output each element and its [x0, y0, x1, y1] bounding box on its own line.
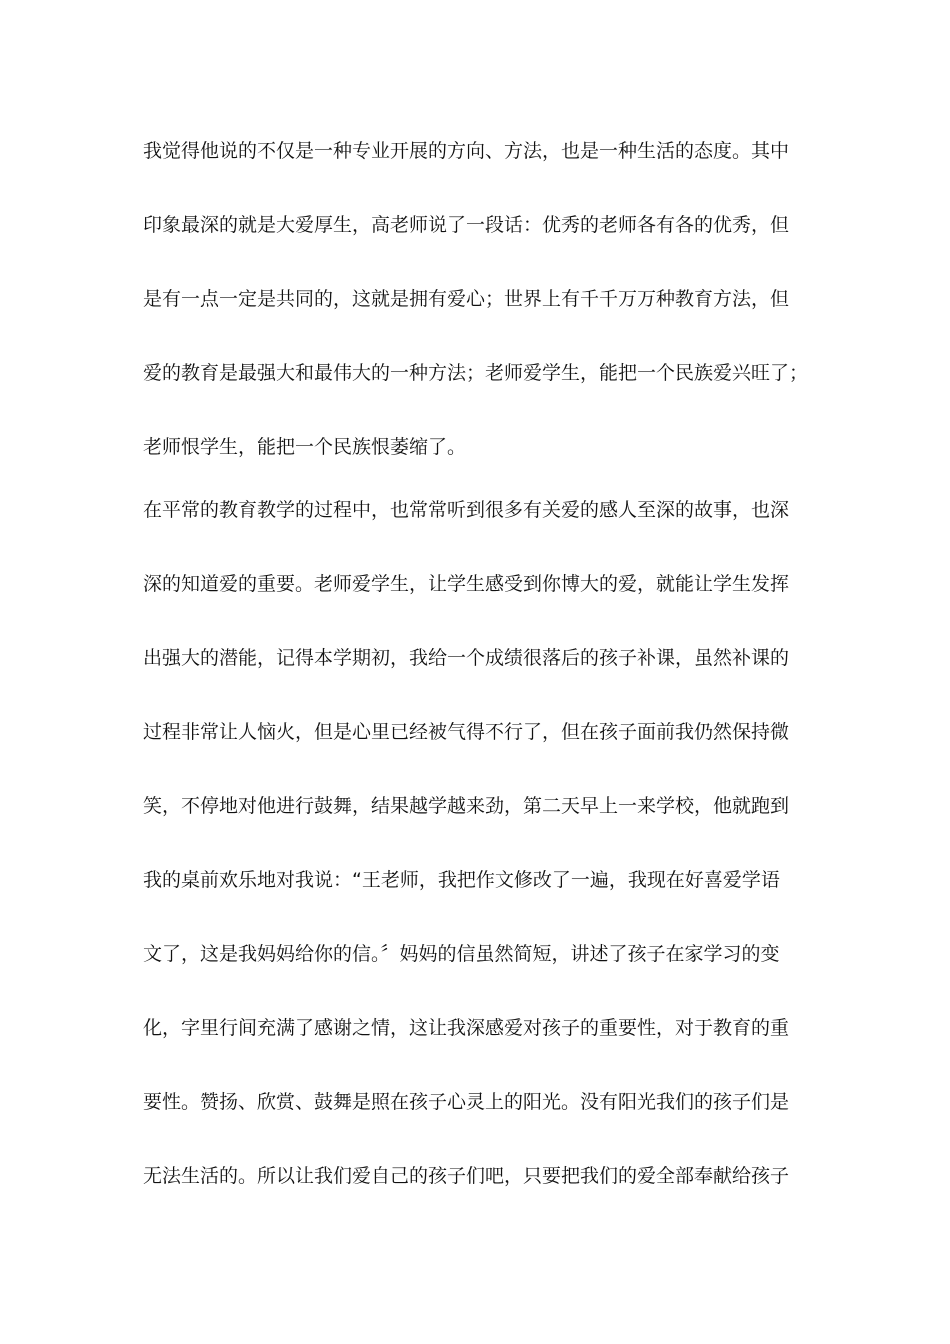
- text-line: 无法生活的。所以让我们爱自己的孩子们吧，只要把我们的爱全部奉献给孩子: [143, 1165, 790, 1187]
- text-line: 深的知道爱的重要。老师爱学生，让学生感受到你博大的爱，就能让学生发挥: [143, 573, 790, 595]
- text-line: 老师恨学生，能把一个民族恨萎缩了。: [143, 436, 467, 458]
- paragraph-1: [143, 141, 813, 511]
- text-line: 笑，不停地对他进行鼓舞，结果越学越来劲，第二天早上一来学校，他就跑到: [143, 795, 790, 817]
- text-line: 我的桌前欢乐地对我说：“王老师，我把作文修改了一遍，我现在好喜爱学语: [143, 869, 780, 891]
- text-line: 要性。赞扬、欣赏、鼓舞是照在孩子心灵上的阳光。没有阳光我们的孩子们是: [143, 1091, 790, 1113]
- text-line: 文了，这是我妈妈给你的信。〞妈妈的信虽然简短，讲述了孩子在家学习的变: [143, 943, 780, 965]
- text-line: 我觉得他说的不仅是一种专业开展的方向、方法，也是一种生活的态度。其中: [143, 140, 790, 162]
- paragraph-2: [143, 500, 813, 1240]
- text-line: 化，字里行间充满了感谢之情，这让我深感爱对孩子的重要性，对于教育的重: [143, 1017, 790, 1039]
- text-line: 印象最深的就是大爱厚生，高老师说了一段话：优秀的老师各有各的优秀，但: [143, 214, 790, 236]
- text-line: 是有一点一定是共同的，这就是拥有爱心；世界上有千千万万种教育方法，但: [143, 288, 790, 310]
- text-line: 出强大的潜能，记得本学期初，我给一个成绩很落后的孩子补课，虽然补课的: [143, 647, 790, 669]
- text-line: 爱的教育是最强大和最伟大的一种方法；老师爱学生，能把一个民族爱兴旺了；: [143, 362, 809, 384]
- text-line: 过程非常让人恼火，但是心里已经被气得不行了，但在孩子面前我仍然保持微: [143, 721, 790, 743]
- text-line: 在平常的教育教学的过程中，也常常听到很多有关爱的感人至深的故事，也深: [143, 499, 790, 521]
